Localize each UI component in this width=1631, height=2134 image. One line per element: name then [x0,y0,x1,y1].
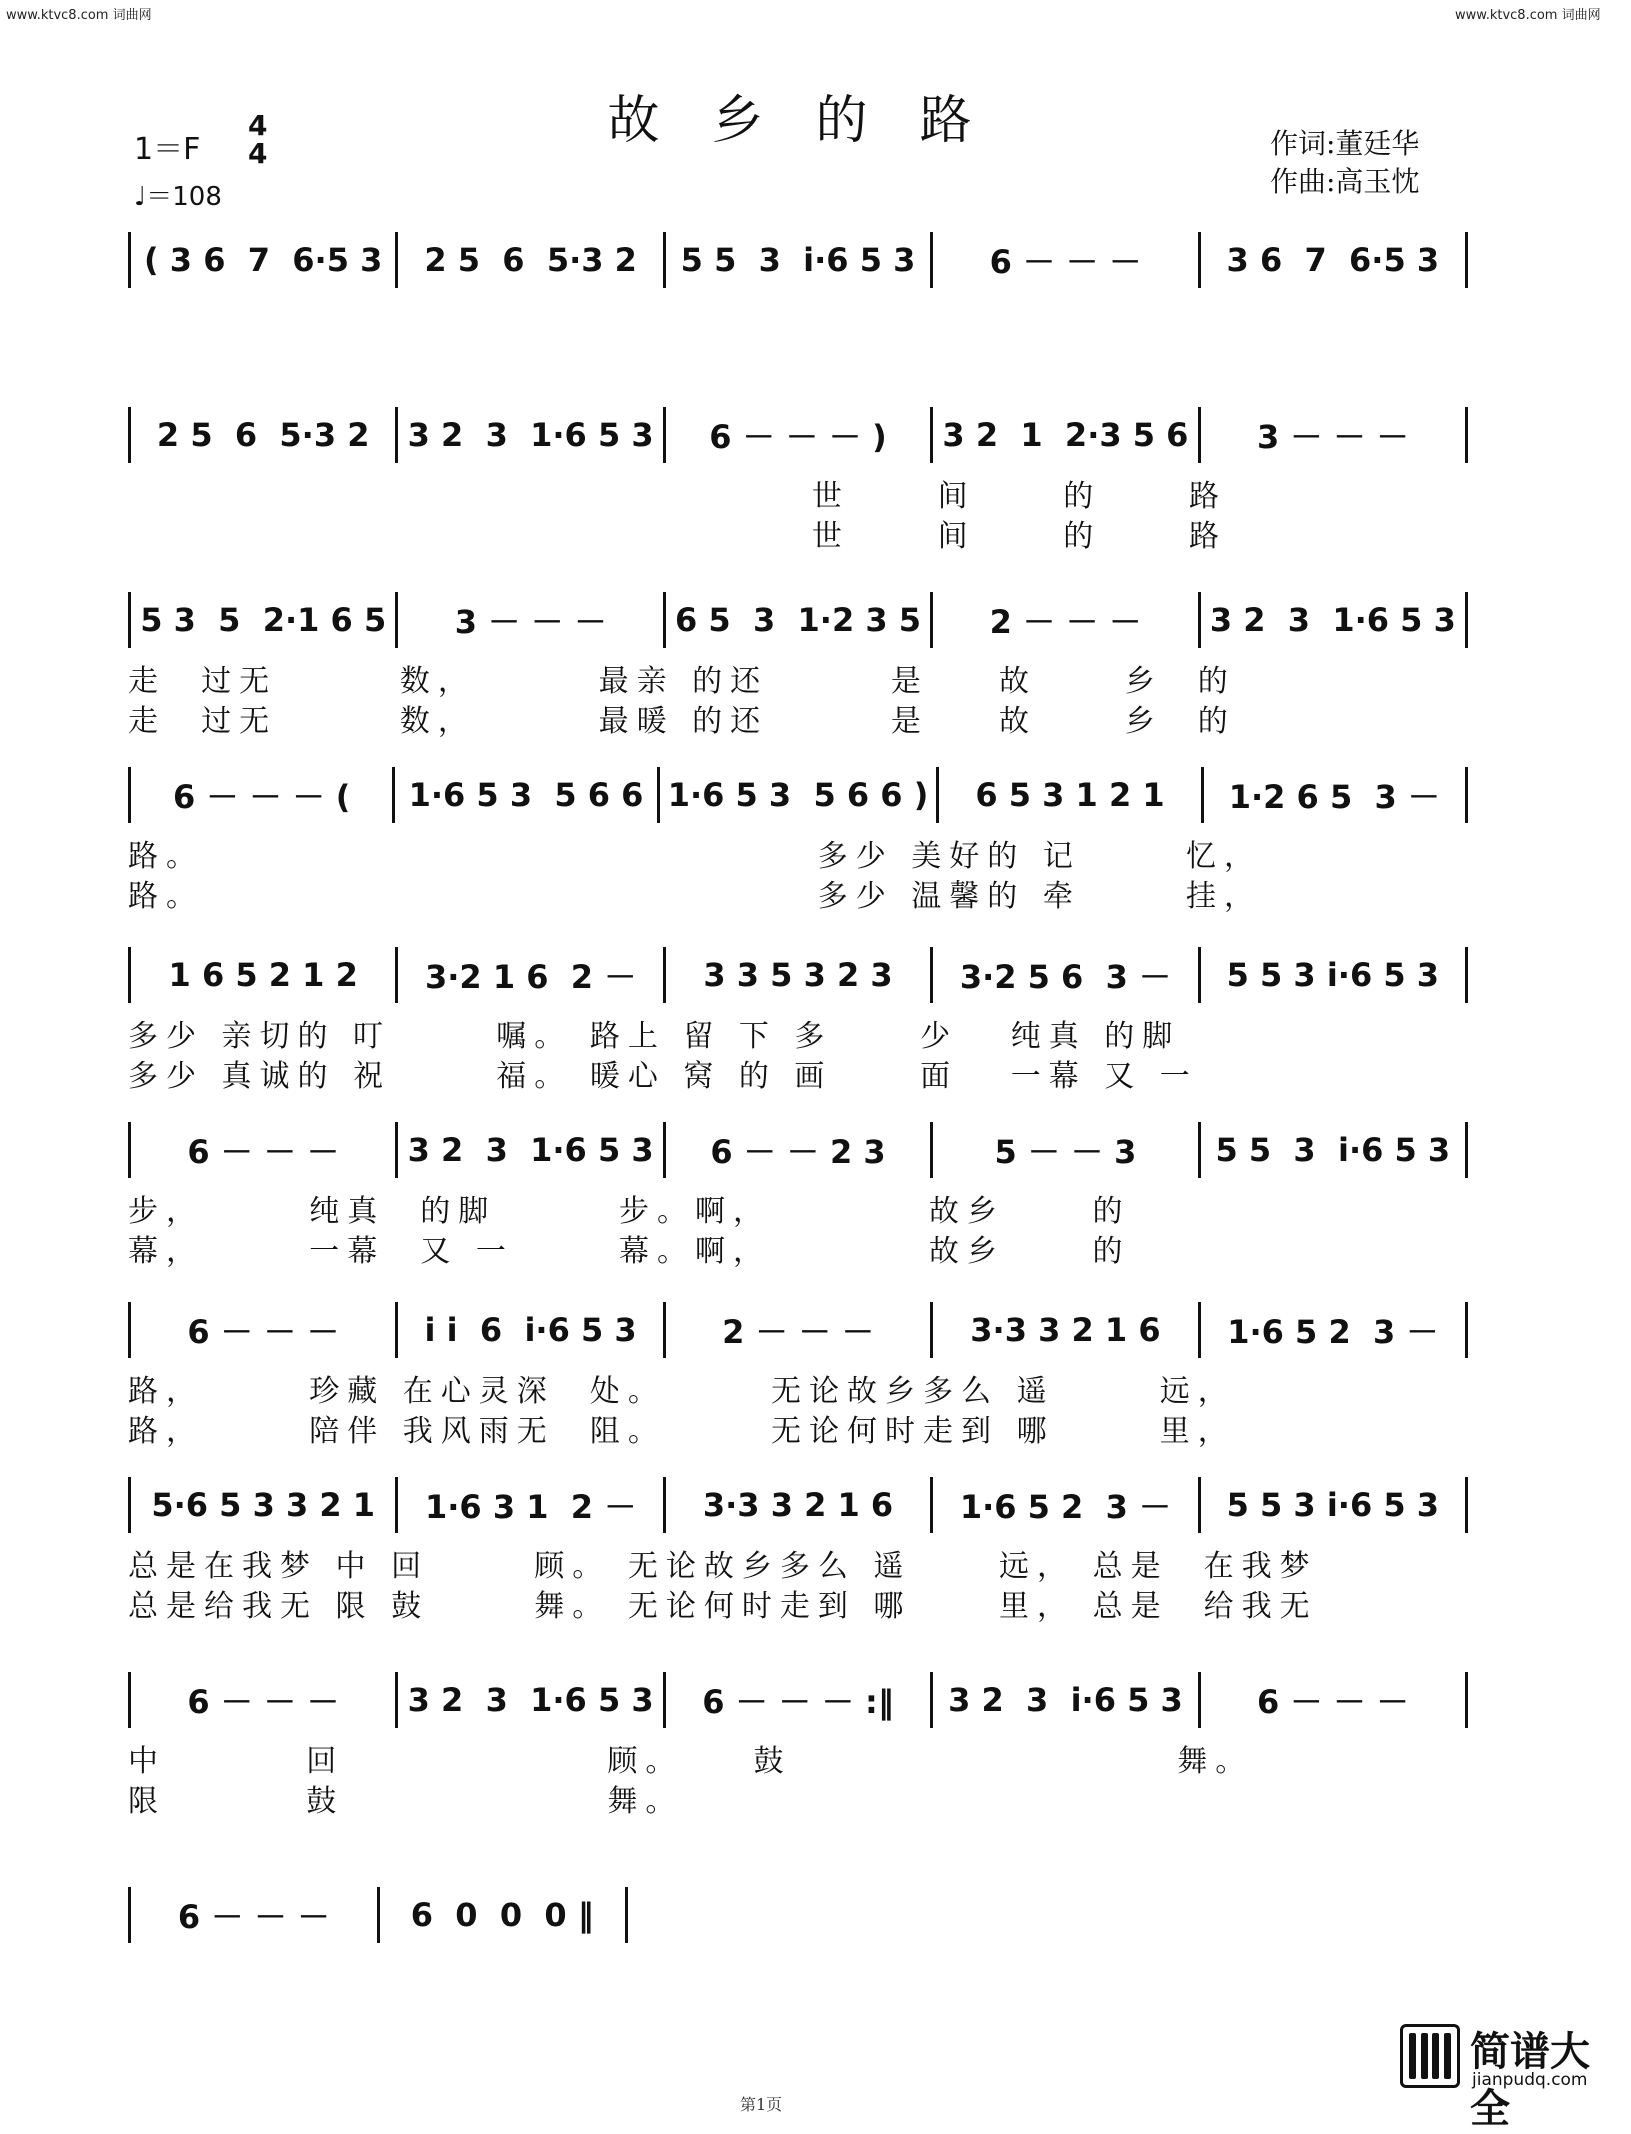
measure-notes: 3 2 3 i·6 5 3 [948,1681,1183,1719]
measure [1201,1477,1468,1533]
notes-row [128,1130,1468,1170]
measure [398,592,665,648]
measure-notes: 3 6 7 6·5 3 [1226,241,1440,279]
measure [666,592,933,648]
measure-notes: 5 3 5 2·1 6 5 [140,601,387,639]
time-sig-bottom: 4 [248,137,268,170]
measure [398,1302,665,1358]
measure-notes: 6 5 3 1·2 3 5 [675,601,922,639]
measure-notes: 3 3 5 3 2 3 [703,956,893,994]
lyric-verse-2: 路。 多少 温馨的 牵 挂， [128,879,1263,914]
measure-notes: 6 － － 2 3 [710,1133,886,1171]
measure-notes: 3 － － － [1256,418,1409,456]
measure [660,767,940,823]
notes-row [128,1485,1468,1525]
lyric-verse-1: 多少 亲切的 叮 嘱。 路上 留 下 多 少 纯真 的脚 [128,1019,1181,1054]
logo-url: jianpudq.com [1472,2070,1588,2090]
measure-notes: 1·6 5 3 5 6 6 ) [667,776,929,814]
measure [128,232,398,288]
jianpu-logo [1400,2020,1620,2132]
measure [128,1302,398,1358]
measure [398,947,665,1003]
tempo-value: ＝108 [146,182,222,212]
lyric-verse-1: 走 过无 数， 最亲 的还 是 故 乡 的 [128,664,1236,699]
measure [933,1122,1200,1178]
lyric-verse-1: 总是在我梦 中 回 顾。 无论故乡多么 遥 远， 总是 在我梦 [128,1549,1318,1584]
time-signature [248,109,268,170]
measure-notes: 1 6 5 2 1 2 [168,956,358,994]
measure-notes: 6 － － － [177,1898,330,1936]
measure [398,232,665,288]
measure-notes: 6 － － － [1256,1683,1409,1721]
measure [666,947,933,1003]
measure [398,1477,665,1533]
measure [1201,232,1468,288]
notes-row [128,240,1468,280]
measure-notes: 5 5 3 i·6 5 3 [1215,1131,1451,1169]
header-right-site: www.ktvc8.com 词曲网 [1455,8,1601,23]
measure [933,1477,1200,1533]
measure [666,1302,933,1358]
lyric-verse-1: 世 间 的 路 [128,479,1227,514]
composer-credit: 作曲:高玉忱 [1270,165,1420,198]
measure-notes: 3·3 3 2 1 6 [970,1311,1161,1349]
lyric-verse-2: 总是给我无 限 鼓 舞。 无论何时走到 哪 里， 总是 给我无 [128,1589,1318,1624]
lyric-verse-2: 多少 真诚的 祝 福。 暖心 窝 的 画 面 一幕 又 一 [128,1059,1198,1094]
measure-notes: 3·2 5 6 3 － [959,958,1172,996]
lyric-verse-1: 中 回 顾。 鼓 舞。 [128,1744,1254,1779]
lyric-verse-2: 走 过无 数， 最暖 的还 是 故 乡 的 [128,704,1236,739]
measure [933,407,1200,463]
measure [933,232,1200,288]
logo-text: 简谱大全 [1470,2029,1590,2132]
measure-notes: 1·2 6 5 3 － [1228,778,1440,816]
piano-keys-icon [1400,2024,1460,2088]
measure-notes: 1·6 5 2 3 － [1227,1313,1439,1351]
measure-notes: 6 － － － ) [709,418,887,456]
measure-notes: 5 5 3 i·6 5 3 [680,241,916,279]
measure [933,1672,1200,1728]
lyric-verse-1: 路。 多少 美好的 记 忆， [128,839,1263,874]
header-left-site: www.ktvc8.com 词曲网 [6,8,152,23]
measure [666,1672,933,1728]
measure-notes: 2 5 6 5·3 2 [424,241,637,279]
lyric-verse-1: 路， 珍藏 在心灵深 处。 无论故乡多么 遥 远， [128,1374,1236,1409]
measure-notes: 3 2 3 1·6 5 3 [1209,601,1456,639]
lyricist-credit: 作词:董廷华 [1270,127,1420,160]
time-sig-top: 4 [248,109,268,142]
measure [939,767,1203,823]
measure-notes: 5 5 3 i·6 5 3 [1226,1486,1440,1524]
measure [128,1887,380,1943]
notes-row [128,1680,1468,1720]
measure-notes: 5 5 3 i·6 5 3 [1226,956,1440,994]
measure [933,592,1200,648]
measure [1201,947,1468,1003]
measure [398,1672,665,1728]
measure [666,232,933,288]
measure-notes: 3·3 3 2 1 6 [702,1486,894,1524]
notes-row [128,955,1468,995]
measure-notes: 5 － － 3 [994,1133,1137,1171]
measure-notes: 6 － － － ( [172,778,351,816]
notes-row [128,600,1468,640]
measure [1204,767,1468,823]
lyric-verse-2: 幕， 一幕 又 一 幕。啊， 故乡 的 [128,1234,1131,1269]
measure [666,1122,933,1178]
measure-notes: 6 － － － [187,1313,340,1351]
measure-notes: 2 － － － [989,603,1142,641]
measure-notes: 3·2 1 6 2 － [425,958,637,996]
measure-notes: 2 5 6 5·3 2 [156,416,370,454]
measure [933,947,1200,1003]
tempo-marking [134,176,222,213]
notes-row [128,415,1468,455]
measure-notes: 6 － － － [187,1133,340,1171]
measure-notes: 3 － － － [454,603,607,641]
measure-notes: 6 0 0 0 ‖ [410,1896,594,1934]
measure [1201,1122,1468,1178]
lyric-verse-2: 世 间 的 路 [128,519,1227,554]
notes-row [128,1310,1468,1350]
measure-notes: 3 2 3 1·6 5 3 [407,1131,654,1169]
notes-row [128,775,1468,815]
measure-notes: 1·6 5 3 5 6 6 [408,776,644,814]
measure [128,407,398,463]
measure-notes: 3 2 1 2·3 5 6 [942,416,1189,454]
measure [1201,1672,1468,1728]
measure-notes: 6 5 3 1 2 1 [975,776,1165,814]
measure [128,1477,398,1533]
song-title: 故乡的路 [607,91,1024,151]
measure [933,1302,1200,1358]
lyric-verse-2: 限 鼓 舞。 [128,1784,684,1819]
measure-notes: 6 － － － [187,1683,340,1721]
lyric-verse-1: 步， 纯真 的脚 步。啊， 故乡 的 [128,1194,1131,1229]
measure-notes: 2 － － － [722,1313,874,1351]
measure [128,1122,398,1178]
measure-notes: i i 6 i·6 5 3 [424,1311,637,1349]
measure [395,767,659,823]
measure-notes: 3 2 3 1·6 5 3 [407,416,654,454]
measure [666,407,933,463]
measure [1201,592,1468,648]
key-signature: 1＝F [134,132,201,167]
measure [128,947,398,1003]
measure-notes: ( 3 6 7 6·5 3 [144,241,383,279]
quarter-note-icon: ♩ [134,182,147,212]
measure [128,1672,398,1728]
measure [1201,407,1468,463]
measure-notes: 1·6 3 1 2 － [425,1488,637,1526]
measure [398,1122,665,1178]
measure-notes: 5·6 5 3 3 2 1 [151,1486,376,1524]
measure [1201,1302,1468,1358]
measure-notes: 6 － － － [989,243,1142,281]
notes-row [128,1895,628,1935]
measure [128,767,395,823]
measure [666,1477,933,1533]
measure-notes: 3 2 3 1·6 5 3 [407,1681,654,1719]
measure [398,407,665,463]
lyric-verse-2: 路， 陪伴 我风雨无 阻。 无论何时走到 哪 里， [128,1414,1236,1449]
page-number: 第1页 [740,2095,783,2114]
measure [128,592,398,648]
measure-notes: 6 － － － :‖ [702,1683,894,1721]
measure [380,1887,629,1943]
measure-notes: 1·6 5 2 3 － [959,1488,1172,1526]
